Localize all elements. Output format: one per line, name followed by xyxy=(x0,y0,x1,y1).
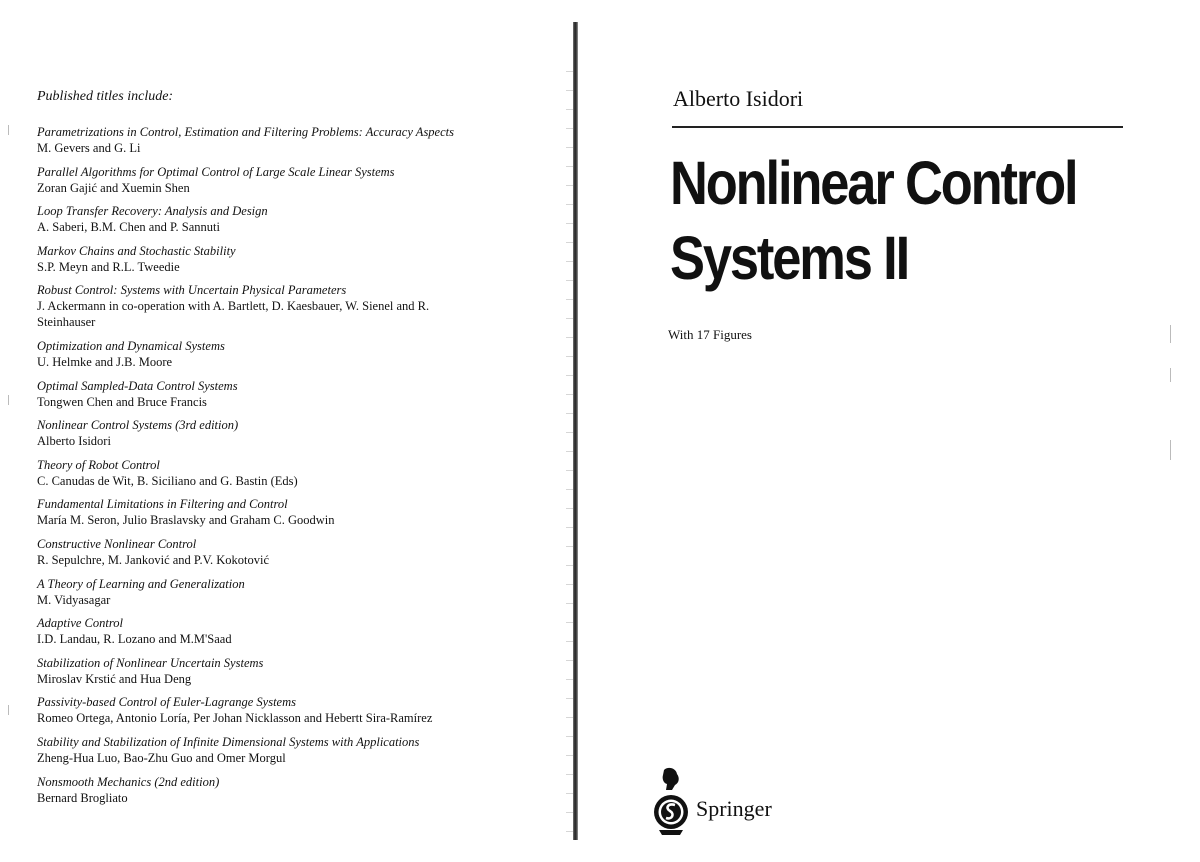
list-item xyxy=(37,734,537,766)
book-authors: María M. Seron, Julio Braslavsky and Graham C. Goodwin xyxy=(37,513,335,528)
list-item xyxy=(37,164,537,196)
book-authors: I.D. Landau, R. Lozano and M.M'Saad xyxy=(37,632,232,647)
book-authors: M. Gevers and G. Li xyxy=(37,141,141,155)
scan-margin-mark xyxy=(1170,440,1171,460)
list-item xyxy=(37,282,537,330)
list-item xyxy=(37,496,537,528)
book-authors: R. Sepulchre, M. Janković and P.V. Kokotović xyxy=(37,552,270,567)
book-title: Stability and Stabilization of Infinite Dimensional Systems with Applications xyxy=(37,734,420,749)
main-book-title xyxy=(670,146,1076,296)
book-title: Passivity-based Control of Euler-Lagrange Systems xyxy=(37,695,296,710)
book-spine-gutter xyxy=(573,22,578,840)
book-title: A Theory of Learning and Generalization xyxy=(37,576,245,591)
list-item xyxy=(37,774,537,806)
published-titles-heading: Published titles include: xyxy=(37,89,174,104)
book-authors: Romeo Ortega, Antonio Loría, Per Johan Nicklasson and Hebertt Sira-Ramírez xyxy=(37,711,433,726)
book-title: Robust Control: Systems with Uncertain Physical Parameters xyxy=(37,283,347,298)
book-authors: Bernard Brogliato xyxy=(37,790,128,805)
book-authors: Alberto Isidori xyxy=(37,434,111,449)
book-title: Nonsmooth Mechanics (2nd edition) xyxy=(37,774,220,789)
scan-margin-mark xyxy=(8,705,9,715)
right-page xyxy=(582,0,1200,862)
book-authors: C. Canudas de Wit, B. Siciliano and G. Bastin (Eds) xyxy=(37,473,298,488)
title-divider xyxy=(672,126,1123,128)
list-item xyxy=(37,655,537,687)
book-authors: U. Helmke and J.B. Moore xyxy=(37,354,173,369)
book-title: Theory of Robot Control xyxy=(37,457,160,472)
book-title: Fundamental Limitations in Filtering and Control xyxy=(37,497,288,512)
book-authors: S.P. Meyn and R.L. Tweedie xyxy=(37,259,180,274)
title-line-1: Nonlinear Control xyxy=(670,149,1077,217)
publisher-name: Springer xyxy=(696,796,772,821)
book-title: Optimization and Dynamical Systems xyxy=(37,338,225,353)
list-item xyxy=(37,417,537,449)
author-name: Alberto Isidori xyxy=(673,86,804,111)
book-authors: Tongwen Chen and Bruce Francis xyxy=(37,394,207,409)
scan-margin-mark xyxy=(1170,325,1171,343)
list-item xyxy=(37,576,537,608)
book-authors: Zheng-Hua Luo, Bao-Zhu Guo and Omer Morgul xyxy=(37,750,286,765)
book-authors: A. Saberi, B.M. Chen and P. Sannuti xyxy=(37,220,220,235)
publisher-imprint xyxy=(650,766,772,838)
left-page xyxy=(0,0,570,862)
book-title: Adaptive Control xyxy=(37,616,123,631)
list-item xyxy=(37,243,537,275)
book-title: Parametrizations in Control, Estimation and Filtering Problems: Accuracy Aspects xyxy=(37,125,454,139)
list-item xyxy=(37,124,537,156)
book-title: Stabilization of Nonlinear Uncertain Systems xyxy=(37,655,264,670)
book-title: Constructive Nonlinear Control xyxy=(37,536,197,551)
springer-knight-logo xyxy=(650,766,692,838)
book-title: Loop Transfer Recovery: Analysis and Design xyxy=(37,204,268,219)
book-title: Parallel Algorithms for Optimal Control of Large Scale Linear Systems xyxy=(37,164,395,179)
list-item xyxy=(37,615,537,647)
list-item xyxy=(37,203,537,235)
book-title: Optimal Sampled-Data Control Systems xyxy=(37,378,238,393)
book-authors: M. Vidyasagar xyxy=(37,592,111,607)
list-item xyxy=(37,694,537,726)
book-authors: Miroslav Krstić and Hua Deng xyxy=(37,671,192,686)
published-titles-list xyxy=(37,124,537,813)
figures-note: With 17 Figures xyxy=(668,327,752,342)
list-item xyxy=(37,457,537,489)
scan-margin-mark xyxy=(8,125,9,135)
list-item xyxy=(37,536,537,568)
book-authors: Zoran Gajić and Xuemin Shen xyxy=(37,180,190,195)
book-authors: J. Ackermann in co-operation with A. Bartlett, D. Kaesbauer, W. Sienel and R. Steinhauser xyxy=(37,299,430,330)
title-line-2: Systems II xyxy=(670,224,909,292)
book-title: Nonlinear Control Systems (3rd edition) xyxy=(37,418,239,433)
list-item xyxy=(37,378,537,410)
list-item xyxy=(37,338,537,370)
scan-margin-mark xyxy=(8,395,9,405)
scan-margin-mark xyxy=(1170,368,1171,382)
book-title: Markov Chains and Stochastic Stability xyxy=(37,243,236,258)
